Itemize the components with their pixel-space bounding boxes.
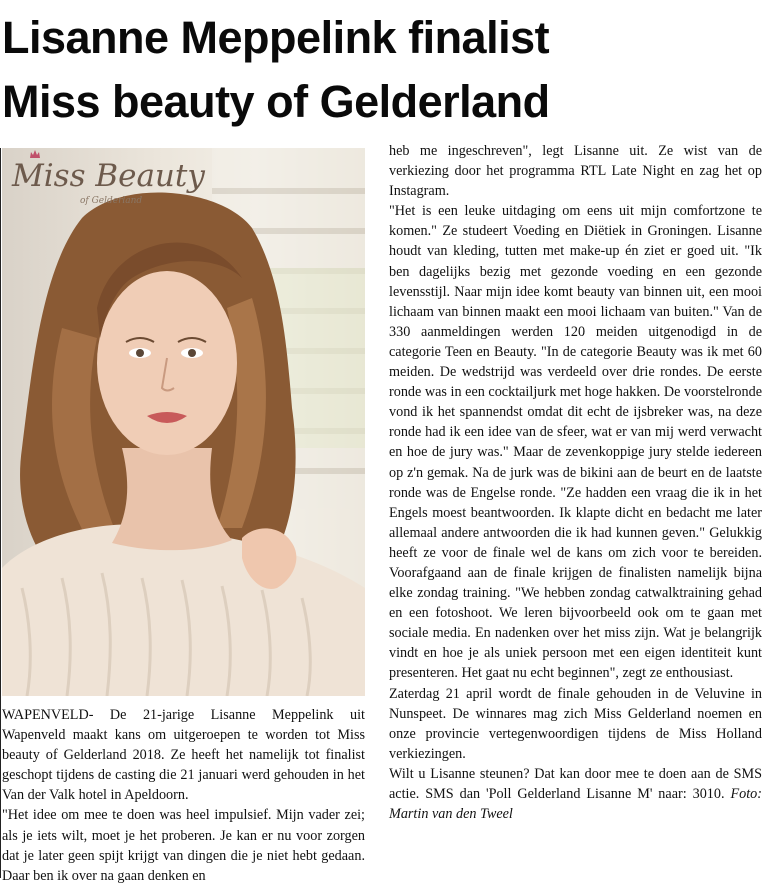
photo-logo: Miss Beauty — [12, 158, 205, 194]
paragraph — [389, 764, 762, 824]
article-column-right — [389, 141, 762, 824]
paragraph: "Het is een leuke uitdaging om eens uit mijn comfortzone te komen." Ze studeert Voeding en Diëtiek in Groningen. Lisanne houdt van kleding, tutten met make-up én ziet er goed uit. "Ik ben dagelijks bezig met gezonde voeding en een gezonde levensstijl. Naar mijn idee komt beauty van binnen uit, een mooi lichaam van binnen maakt een mooi lichaam van buiten." Van de 330 aanmeldingen werden 120 meiden uitgenodigd in de categorie Teen en Beauty. "In de categorie Beauty was ik met 60 meiden. De wedstrijd was verdeeld over drie rondes. De eerste ronde was in een cocktailjurk met hoge hakken. De voorstelronde vond ik het spannendst omdat dit echt de ijsbreker was, na deze ronde had ik een idee van de sfeer, wat er van mij werd verwacht en hoe de jury was." Maar de zevenkoppige jury stelde iedereen op z'n gemak. Na de jurk was de bikini aan de beurt en de laatste ronde was de Engelse ronde. "Ze hadden een vraag die ik in het Engels moest beantwoorden. Ik klapte dicht en bedacht me later allemaal andere antwoorden die ik had kunnen geven." Gelukkig heeft ze voor de finale wel de kans om zich voor te bereiden. Voorafgaand aan de finale krijgen de finalisten namelijk bijna elke zondag training. "We hebben zondag catwalktraining gehad en een fotoshoot. We leren bijvoorbeeld ook om te gaan met sociale media. En nadenken over het miss zijn. Wat je belangrijk vindt en hoe je als uniek persoon met een eigen identiteit kunt presenteren. Het gaat nu echt beginnen", zegt ze enthousiast. — [389, 203, 762, 682]
portrait-illustration — [2, 148, 365, 696]
article-column-left — [2, 705, 365, 886]
article-photo — [2, 148, 365, 696]
photo-credit: Foto: Martin van den Tweel — [389, 786, 763, 823]
headline-line-2: Miss beauty of Gelderland — [2, 76, 550, 127]
photo-logo-subtitle: of Gelderland — [80, 196, 143, 206]
column-rule — [0, 148, 1, 878]
paragraph: WAPENVELD- De 21-jarige Lisanne Meppelink uit Wapenveld maakt kans om uitgeroepen te worden tot Miss beauty of Gelderland 2018. Ze heeft het namelijk tot finalist geschopt tijdens de casting die 21 januari werd gehouden in het Van der Valk hotel in Apeldoorn. — [2, 707, 365, 804]
headline-line-1: Lisanne Meppelink finalist — [2, 12, 550, 63]
paragraph: heb me ingeschreven", legt Lisanne uit. Ze wist van de verkiezing door het programma RTL Late Night en zag het op Instagram. — [389, 143, 762, 200]
paragraph: "Het idee om mee te doen was heel impulsief. Mijn vader zei; als je iets wilt, moet je het proberen. Je kan er nu voor zorgen dat je later geen spijt krijgt van dingen die je niet hebt gedaan. Daar ben ik over na gaan denken en — [2, 807, 365, 884]
crown-icon — [30, 150, 40, 158]
headline — [2, 6, 762, 134]
closing-text: Wilt u Lisanne steunen? Dat kan door mee te doen aan de SMS actie. SMS dan 'Poll Gelderland Lisanne M' naar: 3010. — [389, 765, 762, 802]
paragraph: Zaterdag 21 april wordt de finale gehouden in de Veluvine in Nunspeet. De winnares mag zich Miss Gelderland noemen en onze provincie vertegenwoordigen tijdens de Miss Holland verkiezingen. — [389, 685, 762, 762]
